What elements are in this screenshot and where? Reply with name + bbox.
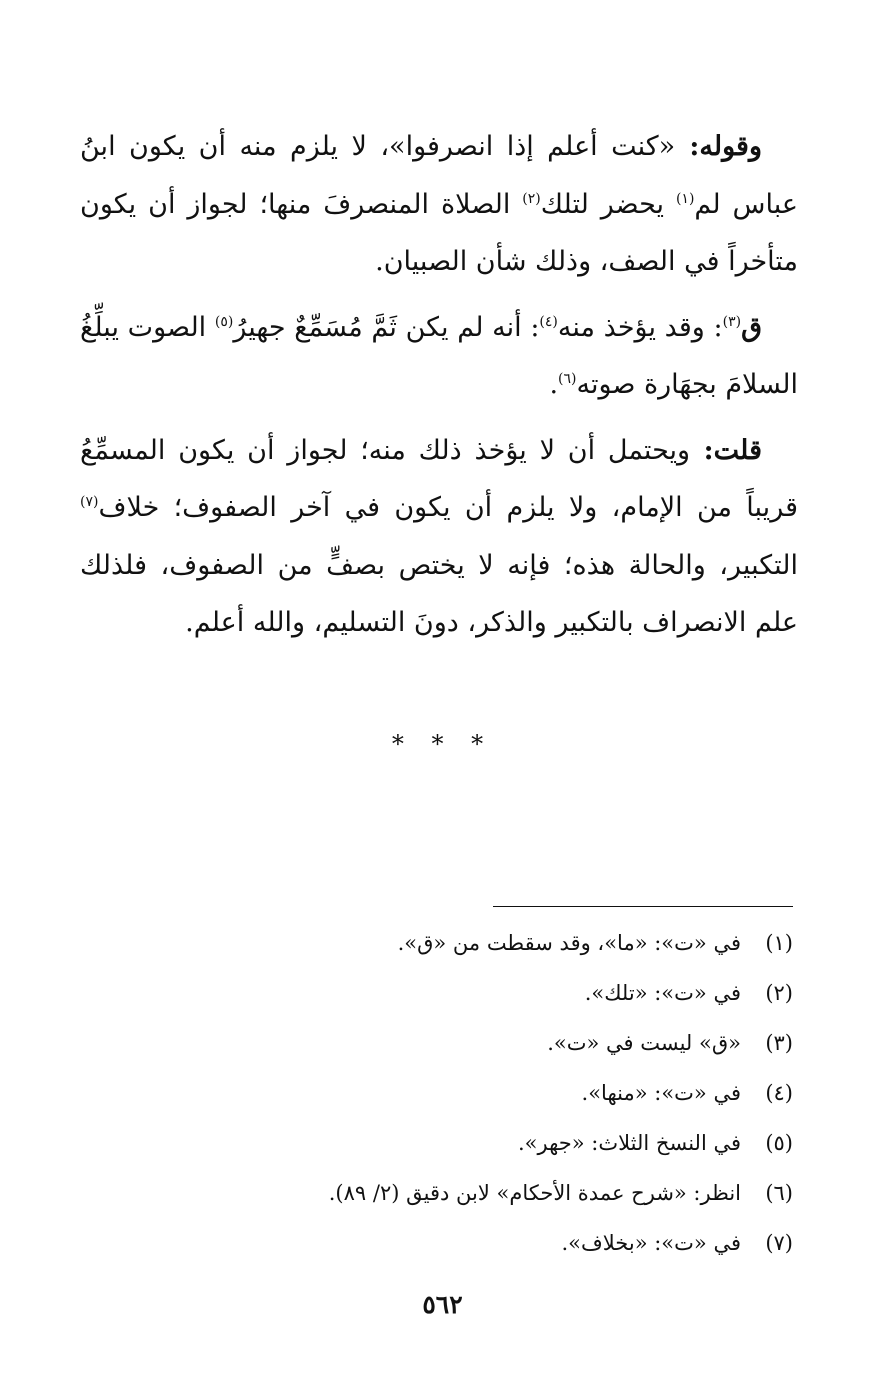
main-text xyxy=(80,118,798,660)
paragraph xyxy=(80,299,798,414)
paragraph-text: : أنه لم يكن ثَمَّ مُسَمِّعٌ جهيرُ xyxy=(233,311,540,343)
footnote-marker: (٤) xyxy=(539,313,558,330)
footnote-number: (٤) xyxy=(765,1081,793,1105)
paragraph xyxy=(80,422,798,652)
footnote-text: في النسخ الثلاث: «جهر». xyxy=(518,1131,741,1155)
paragraph-text: «كنت أعلم إذا انصرفوا»، لا يلزم منه أن يكون ابنُ عباس لم xyxy=(80,131,798,220)
footnote-item xyxy=(173,1118,793,1168)
paragraph-text: الصلاة المنصرفَ منها؛ لجواز أن يكون متأخراً في الصف، وذلك شأن الصبيان. xyxy=(80,188,798,277)
footnote-marker: (٣) xyxy=(722,313,742,330)
paragraph xyxy=(80,118,798,291)
footnote-number: (٣) xyxy=(765,1031,793,1055)
paragraph-text: ويحتمل أن لا يؤخذ ذلك منه؛ لجواز أن يكون المسمِّعُ قريباً من الإمام، ولا يلزم أن يكون في آخر الصفوف؛ خلاف xyxy=(80,434,798,523)
footnote-marker: (٧) xyxy=(80,494,99,510)
paragraph-text: الصوت يبلِّغُ السلامَ بجهَارة صوته xyxy=(80,311,798,400)
footnote-number: (١) xyxy=(765,931,793,955)
footnote-text: في «ت»: «تلك». xyxy=(584,981,741,1005)
footnote-number: (٢) xyxy=(765,981,793,1005)
footnote-number: (٧) xyxy=(765,1231,793,1255)
footnote-text: في «ت»: «ما»، وقد سقطت من «ق». xyxy=(397,931,741,955)
footnote-divider xyxy=(493,906,793,907)
footnote-number: (٥) xyxy=(765,1131,793,1155)
paragraph-lead: قلت: xyxy=(690,434,762,466)
footnote-marker: (٢) xyxy=(522,190,541,207)
paragraph-text: : وقد يؤخذ منه xyxy=(557,311,723,343)
paragraph-text: يحضر لتلك xyxy=(540,188,676,220)
footnote-marker: (٦) xyxy=(558,371,577,387)
footnote-number: (٦) xyxy=(765,1181,793,1205)
footnote-item xyxy=(173,1168,793,1218)
footnote-text: في «ت»: «منها». xyxy=(581,1081,741,1105)
footnote-item xyxy=(173,918,793,968)
paragraph-text: . xyxy=(549,369,559,400)
footnote-text: «ق» ليست في «ت». xyxy=(547,1031,741,1055)
footnote-item xyxy=(173,968,793,1018)
footnote-marker: (٥) xyxy=(214,313,234,330)
section-separator: * * * xyxy=(391,730,494,758)
footnote-text: انظر: «شرح عمدة الأحكام» لابن دقيق (٢/ ٨٩). xyxy=(328,1181,741,1205)
footnote-item xyxy=(173,1218,793,1268)
paragraph-text: التكبير، والحالة هذه؛ فإنه لا يختص بصفٍّ من الصفوف، فلذلك علم الانصراف بالتكبير والذكر، دونَ التسليم، والله أعلم. xyxy=(80,549,798,638)
footnote-marker: (١) xyxy=(675,190,695,207)
page-number: ٥٦٢ xyxy=(422,1290,463,1319)
footnotes-list xyxy=(173,918,793,1268)
footnote-item xyxy=(173,1018,793,1068)
footnote-text: في «ت»: «بخلاف». xyxy=(561,1231,741,1255)
paragraph-lead: وقوله: xyxy=(675,131,762,162)
footnote-item xyxy=(173,1068,793,1118)
paragraph-lead: ق xyxy=(741,311,763,343)
